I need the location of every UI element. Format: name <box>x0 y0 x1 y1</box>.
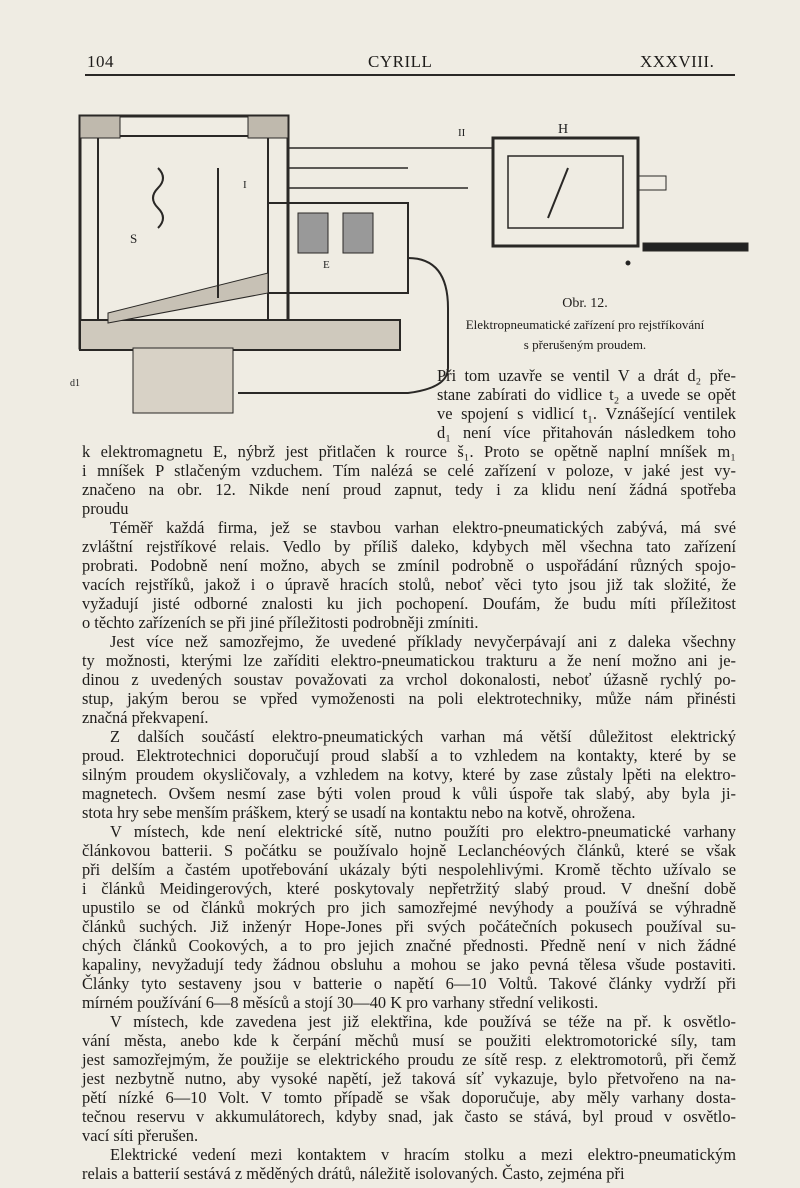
text-line: upustilo se od článků mokrých pro jich samozřejmé nevýhody a používá se výhradně <box>82 898 736 917</box>
text-line: d₁ není více přitahován následkem toho <box>437 423 736 442</box>
text-line: chých článků Cookových, a to pro jejich značné přednosti. Předně není v nich žádné <box>82 936 736 955</box>
figure-label-e: E <box>323 259 330 271</box>
text-line: značeno na obr. 12. Nikde není proud zapnut, tedy i za klidu není žádná spotřeba <box>82 480 736 499</box>
text-line: Články tyto sestaveny jsou v batterie o napětí 6—10 Voltů. Takové články vydrží při <box>82 974 736 993</box>
figure-label-ii: II <box>458 127 466 139</box>
text-line: vacích rejstříků, jakož i o úpravě hracích stolů, neboť věci tyto jsou již tak složité, že <box>82 575 736 594</box>
text-line: pětí nízké 6—10 Volt. V tomto případě se však doporučuje, aby měly varhany dosta- <box>82 1088 736 1107</box>
text-line: silným proudem okysličovaly, a vzhledem na kotvy, které by zase zůstaly lpěti na elektro- <box>82 765 736 784</box>
text-line: zvláštní rejstříkové relais. Vedlo by příliš daleko, kdybych měl všechna tato zařízení <box>82 537 736 556</box>
figure-label-d1: d1 <box>70 378 80 389</box>
text-line: ty možnosti, kterými lze zaříditi elektro-pneumatickou trakturu a že není možno ani je- <box>82 651 736 670</box>
text-line: k elektromagnetu E, nýbrž jest přitlačen k rource š₁. Proto se opětně naplní mníšek m₁ <box>82 442 736 461</box>
text-line: stota hry sebe menším práškem, který se usadí na kontaktu nebo na kotvě, ohrožena. <box>82 803 636 822</box>
header-rule <box>85 74 735 76</box>
text-line: Při tom uzavře se ventil V a drát d₂ pře- <box>437 366 736 385</box>
text-line: probrati. Podobně není možno, abych se zmínil podrobně o uspořádání různých spojo- <box>82 556 736 575</box>
text-line: vyžadují jisté odborné znalosti ku jich pochopení. Doufám, že budu míti příležitost <box>82 594 736 613</box>
figure-label-h: H <box>558 122 569 137</box>
text-line: jest samozřejmým, že použije se elektrického proudu ze sítě resp. z elektromotorů, při čemž <box>82 1050 736 1069</box>
text-line: Téměř každá firma, jež se stavbou varhan elektro-pneumatických zabývá, má své <box>110 518 736 537</box>
text-line: magnetech. Ovšem nesmí zase býti volen proud k vůli úspoře tak slabý, aby byla ji- <box>82 784 736 803</box>
figure-caption-line-2: s přerušeným proudem. <box>523 337 647 352</box>
text-line: V místech, kde zavedena jest již elektřina, kde používá se téže na př. k osvětlo- <box>110 1012 736 1031</box>
text-line: při delším a častém upotřebování ukázaly býti nespolehlivými. Kromě těchto užívalo se <box>82 860 736 879</box>
text-line: proud. Elektrotechnici doporučují proud slabší a to vzhledem na kontakty, které by se <box>82 746 736 765</box>
text-line: o těchto zařízeních se při jiné příležitosti podrobněji zmíniti. <box>82 613 479 632</box>
text-line: článkovou batterii. S počátku se používalo hojně Leclanchéových článků, které se však <box>82 841 736 860</box>
text-line: kapaliny, nevyžadují tedy žádnou obsluhu a mohou se jako pevná tělesa všude postaviti. <box>82 955 736 974</box>
text-line: vání města, anebo kde k čerpání měchů musí se použiti elektromotorické síly, tam <box>82 1031 736 1050</box>
page-number: 104 <box>87 52 114 71</box>
text-line: i mníšek P stlačeným vzduchem. Tím nalézá se celé zařízení v poloze, v jaké jest vy- <box>82 461 736 480</box>
text-line: V místech, kde není elektrické sítě, nutno použíti pro elektro-pneumatické varhany <box>110 822 736 841</box>
text-line: stup, jakým berou se vpřed vymoženosti na poli elektrotechniky, může nám přinésti <box>82 689 736 708</box>
text-line: značná překvapení. <box>82 708 209 727</box>
text-line: jest nezbytně nutno, aby vysoké napětí, jež taková síť vykazuje, bylo přetvořeno na na- <box>82 1069 736 1088</box>
figure-label-s: S <box>130 231 138 246</box>
text-line: tečnou reservu v akkumulátorech, kdyby snad, jak často se stává, byl proud v osvětlo- <box>82 1107 736 1126</box>
text-line: dinou z uvedených soustav považovati za vrchol dokonalosti, neboť úžasně rychlý po- <box>82 670 736 689</box>
volume-number: XXXVIII. <box>640 52 715 71</box>
text-line: mírném používání 6—8 měsíců a stojí 30—40 K pro varhany střední velikosti. <box>82 993 599 1012</box>
running-title: CYRILL <box>368 52 433 71</box>
figure-number: Obr. 12. <box>562 296 608 311</box>
figure-label-i: I <box>243 179 247 191</box>
text-line: ve spojení s vidlicí t₁. Vznášející ventilek <box>437 404 736 423</box>
text-line: Elektrické vedení mezi kontaktem v hracím stolku a mezi elektro-pneumatickým <box>110 1145 736 1164</box>
text-line: stane zabírati do vidlice t₂ a uvede se opět <box>437 385 736 404</box>
text-line: Z dalších součástí elektro-pneumatických varhan má větší důležitost elektrický <box>110 727 736 746</box>
text-line: relais a batterií sestává z měděných drátů, náležitě isolovaných. Často, zejména při <box>82 1164 625 1183</box>
text-line: Jest více než samozřejmo, že uvedené příklady nevyčerpávají ani z daleka všechny <box>110 632 736 651</box>
figure-caption-line-1: Elektropneumatické zařízení pro rejstříkování <box>465 317 705 332</box>
text-line: článků suchých. Již inženýr Hope-Jones při svých počátečních pokusech používal su- <box>82 917 736 936</box>
text-line: proudu <box>82 499 129 518</box>
text-line: vací síti přerušen. <box>82 1126 199 1145</box>
text-line: i článků Meidingerových, které poskytovaly nepřetržitý slabý proud. V dnešní době <box>82 879 736 898</box>
